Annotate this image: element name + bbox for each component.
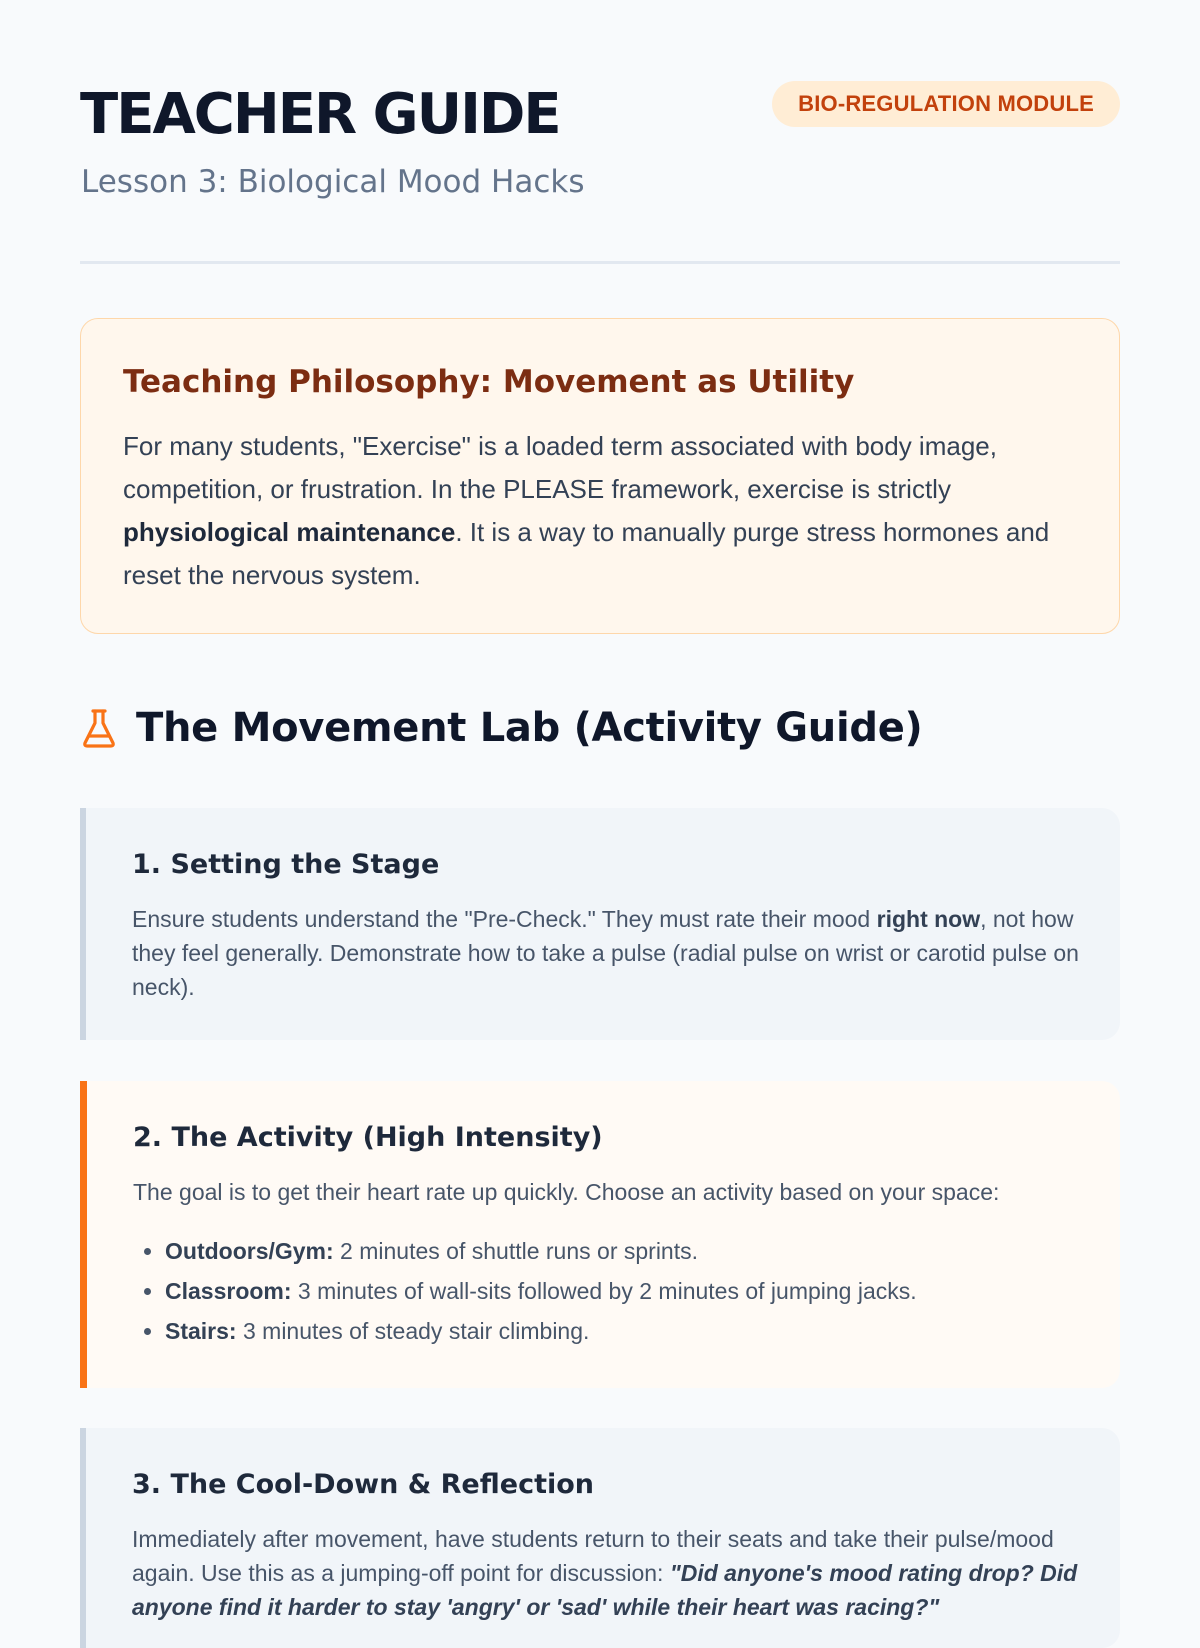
step-text — [132, 1522, 1080, 1624]
teacher-guide-page — [0, 0, 1200, 264]
flask-icon — [80, 707, 118, 749]
page-title: TEACHER GUIDE — [80, 82, 560, 147]
step-card — [80, 1428, 1120, 1648]
philosophy-text — [123, 425, 1079, 597]
philosophy-text-part: . It is a way to manually purge stress hormones and reset the nervous system. — [123, 517, 1050, 590]
list-item-text: 2 minutes of shuttle runs or sprints. — [333, 1238, 698, 1264]
list-item-text: 3 minutes of wall-sits followed by 2 minutes of jumping jacks. — [291, 1278, 917, 1304]
philosophy-text-part: For many students, "Exercise" is a loaded term associated with body image, competition, or frustration. In the PLEASE framework, exercise is strictly — [123, 431, 997, 504]
list-item — [165, 1311, 1080, 1351]
step-title: 2. The Activity (High Intensity) — [133, 1122, 603, 1153]
lesson-subtitle: Lesson 3: Biological Mood Hacks — [81, 164, 585, 200]
step-text-part: , not how they feel generally. Demonstrate how to take a pulse (radial pulse on wrist or carotid pulse on neck). — [132, 906, 1079, 1000]
section-heading — [80, 700, 923, 756]
module-badge: BIO-REGULATION MODULE — [772, 81, 1120, 127]
step-card — [80, 808, 1120, 1040]
step-text-part: Ensure students understand the "Pre-Check." They must rate their mood — [132, 906, 877, 932]
list-item-label: Outdoors/Gym: — [165, 1238, 334, 1264]
step-text-part: Immediately after movement, have students return to their seats and take their pulse/mood again. Use this as a jumping-off point for discussion: — [132, 1526, 1054, 1586]
philosophy-emphasis: physiological maintenance — [123, 517, 456, 547]
philosophy-heading: Teaching Philosophy: Movement as Utility — [123, 364, 855, 400]
discussion-quote: "Did anyone's mood rating drop? Did anyone find it harder to stay 'angry' or 'sad' while their heart was racing?" — [132, 1560, 1078, 1620]
step-title: 1. Setting the Stage — [132, 849, 440, 880]
step-title: 3. The Cool-Down & Reflection — [132, 1469, 595, 1500]
step-text — [132, 902, 1080, 1004]
list-item — [165, 1231, 1080, 1271]
step-intro: The goal is to get their heart rate up quickly. Choose an activity based on your space: — [133, 1179, 1000, 1205]
list-item-text: 3 minutes of steady stair climbing. — [236, 1318, 590, 1344]
philosophy-callout — [80, 318, 1120, 634]
activity-list — [133, 1231, 1080, 1351]
list-item-label: Classroom: — [165, 1278, 292, 1304]
section-title: The Movement Lab (Activity Guide) — [136, 705, 923, 751]
list-item-label: Stairs: — [165, 1318, 237, 1344]
page-header — [80, 0, 1120, 264]
list-item — [165, 1271, 1080, 1311]
step-card-highlighted — [80, 1081, 1120, 1388]
step-emphasis: right now — [876, 906, 981, 932]
